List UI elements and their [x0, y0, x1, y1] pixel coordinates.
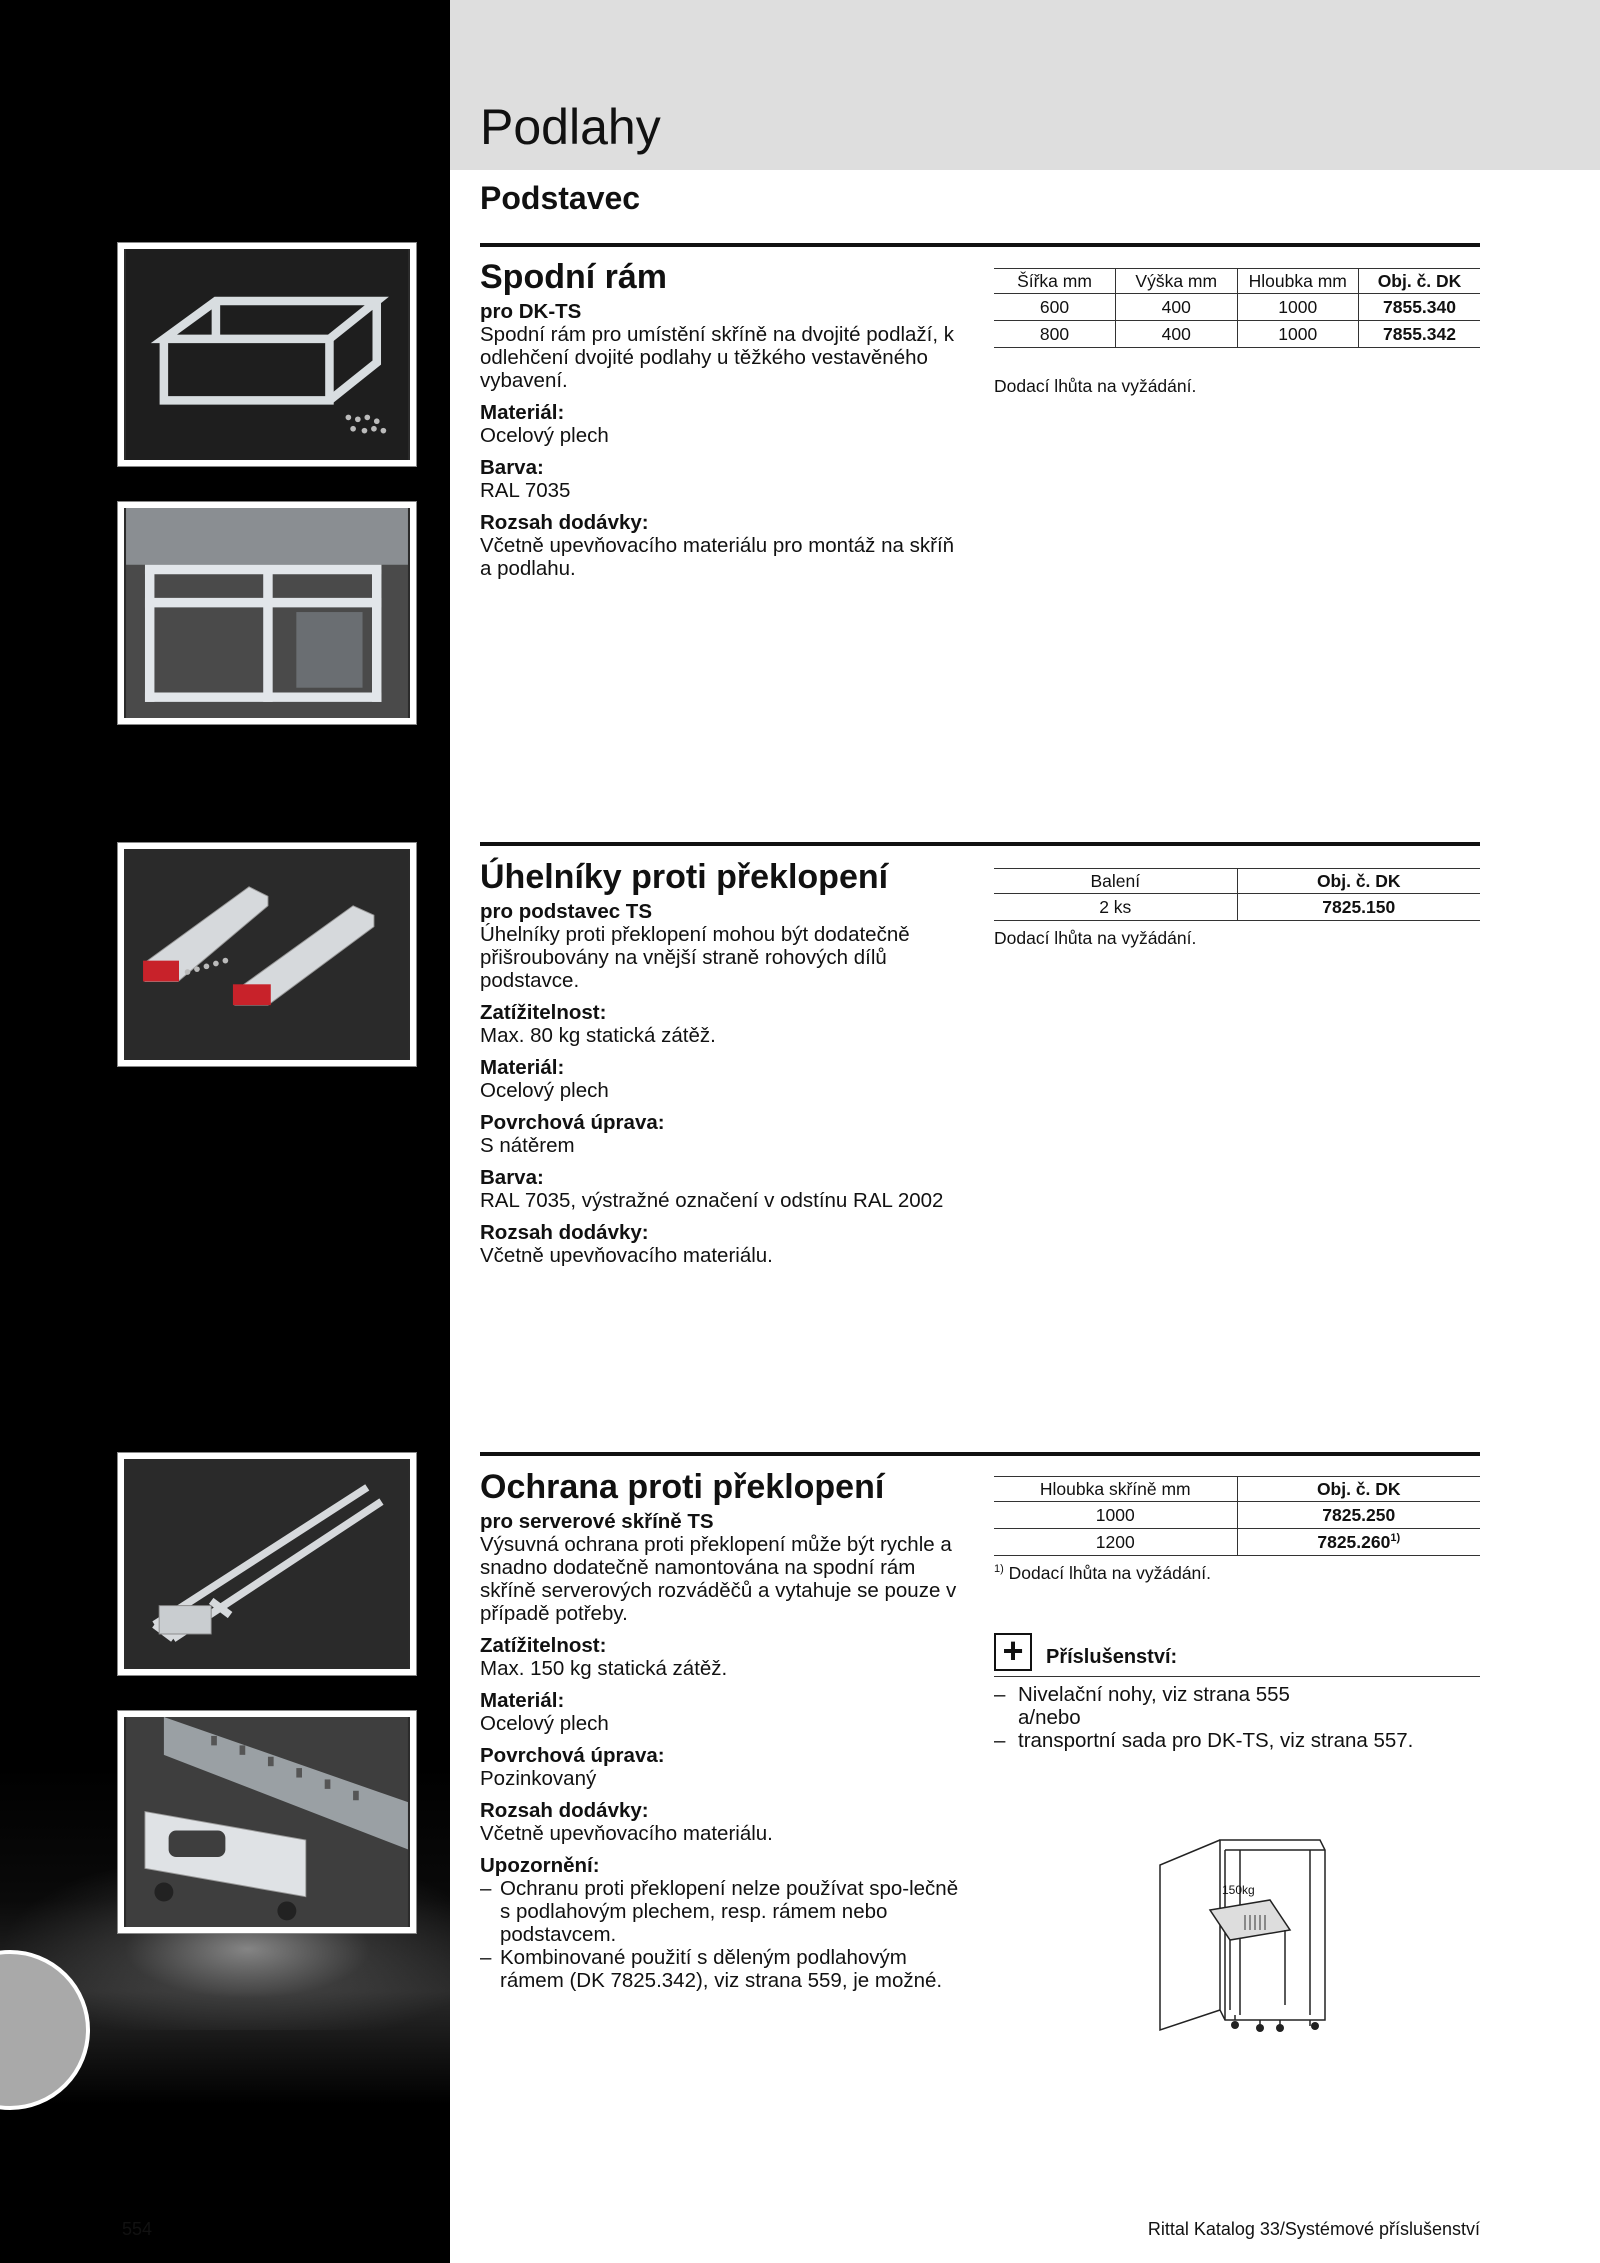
attr-label: Rozsah dodávky: — [480, 511, 649, 534]
spec-table — [994, 868, 1480, 921]
table-header-row — [994, 1477, 1480, 1502]
product-subtitle: pro podstavec TS — [480, 900, 653, 923]
footnote-mark: 1) — [1390, 1532, 1401, 1545]
page-title: Podlahy — [480, 99, 661, 155]
table-header-row — [994, 869, 1480, 894]
warning-list — [480, 1877, 960, 1992]
product-text: Spodní rám pro umístění skříně na dvojité podlaží, k odlehčení dvojité podlahy u těžkého vestavěného vybavení. — [480, 323, 955, 392]
attr-value: Max. 150 kg statická zátěž. — [480, 1657, 728, 1680]
list-item: – Nivelační nohy, viz strana 555 — [994, 1683, 1480, 1706]
section-rule — [480, 243, 1480, 247]
attr-label: Rozsah dodávky: — [480, 1221, 649, 1244]
cell: 1200 — [994, 1529, 1237, 1556]
list-item: – Ochranu proti překlopení nelze používat spo-lečně s podlahovým plechem, resp. rámem nebo podstavcem. — [480, 1877, 960, 1946]
attr-value: RAL 7035 — [480, 479, 571, 502]
attr-value: Ocelový plech — [480, 1712, 609, 1735]
anti-tip-brackets-illustration — [124, 849, 410, 1060]
product-text: Úhelníky proti překlopení mohou být dodatečně přišroubovány na vnější straně rohových dílů podstavce. — [480, 923, 910, 992]
col-header: Obj. č. DK — [1237, 1477, 1480, 1502]
attr-label: Zatížitelnost: — [480, 1001, 607, 1024]
cell: 1000 — [994, 1502, 1237, 1529]
attr-label: Materiál: — [480, 1056, 565, 1079]
col-header: Hloubka mm — [1237, 269, 1359, 294]
cell: 400 — [1116, 294, 1238, 321]
table-note — [994, 1563, 1211, 1584]
attr-label: Barva: — [480, 1166, 544, 1189]
accessories-header — [994, 1630, 1480, 1677]
spec-table — [994, 268, 1480, 348]
accessories-label: Příslušenství: — [1046, 1646, 1178, 1668]
section-title: Podstavec — [480, 180, 641, 216]
anti-tip-rails-illustration — [124, 1459, 410, 1669]
product-text: Výsuvná ochrana proti překlopení může být rychle a snadno dodatečně namontována na spodní rám skříně serverových rozváděčů a vytahuje se pouze v případě potřeby. — [480, 1533, 957, 1625]
product-subtitle: pro serverové skříně TS — [480, 1510, 714, 1533]
cell: 800 — [994, 321, 1116, 348]
section-rule — [480, 1452, 1480, 1456]
attr-label: Materiál: — [480, 1689, 565, 1712]
table-row — [994, 894, 1480, 921]
table-row — [994, 1529, 1480, 1556]
order-number: 7825.260 — [1317, 1532, 1391, 1552]
attr-label: Povrchová úprava: — [480, 1111, 665, 1134]
spec-table — [994, 1476, 1480, 1556]
plus-icon: + — [994, 1633, 1032, 1671]
footer-text: Rittal Katalog 33/Systémové příslušenství — [1147, 2219, 1480, 2239]
attr-label: Barva: — [480, 456, 544, 479]
col-header: Výška mm — [1116, 269, 1238, 294]
attr-label: Zatížitelnost: — [480, 1634, 607, 1657]
list-item: – Kombinované použití s děleným podlahovým rámem (DK 7825.342), viz strana 559, je možné. — [480, 1946, 960, 1992]
cell: 400 — [1116, 321, 1238, 348]
cell: 2 ks — [994, 894, 1237, 921]
table-header-row — [994, 269, 1480, 294]
product-description — [480, 1510, 960, 1992]
cabinet-diagram — [1150, 1820, 1370, 2060]
attr-value: Ocelový plech — [480, 1079, 609, 1102]
list-item: – transportní sada pro DK-TS, viz strana 557. — [994, 1729, 1480, 1752]
attr-value: Pozinkovaný — [480, 1767, 597, 1790]
product-subtitle: pro DK-TS — [480, 300, 582, 323]
product-photo-base-frame — [118, 243, 416, 466]
product-description — [480, 300, 960, 580]
order-number: 7855.342 — [1359, 321, 1481, 348]
product-title: Úhelníky proti překlopení — [480, 858, 889, 896]
product-title: Spodní rám — [480, 258, 668, 296]
warning-label: Upozornění: — [480, 1854, 600, 1877]
col-header: Hloubka skříně mm — [994, 1477, 1237, 1502]
section-rule — [480, 842, 1480, 846]
col-header: Šířka mm — [994, 269, 1116, 294]
col-header: Obj. č. DK — [1359, 269, 1481, 294]
table-note: Dodací lhůta na vyžádání. — [994, 928, 1197, 948]
table-row — [994, 1502, 1480, 1529]
page-number: 554 — [122, 2219, 153, 2239]
product-photo-anti-tip-rails — [118, 1453, 416, 1675]
attr-value: Včetně upevňovacího materiálu. — [480, 1244, 773, 1267]
product-title: Ochrana proti překlopení — [480, 1468, 885, 1506]
base-frame-installed-illustration — [124, 508, 410, 718]
table-note: Dodací lhůta na vyžádání. — [994, 376, 1197, 396]
anti-tip-detail-illustration — [124, 1717, 410, 1927]
col-header: Balení — [994, 869, 1237, 894]
cabinet-diagram-drawing — [1150, 1820, 1370, 2060]
product-photo-base-frame-installed — [118, 502, 416, 724]
order-number-cell — [1237, 1529, 1480, 1556]
attr-value: Včetně upevňovacího materiálu pro montáž na skříň a podlahu. — [480, 534, 955, 580]
table-row — [994, 321, 1480, 348]
base-frame-illustration — [124, 249, 410, 460]
product-description — [480, 900, 960, 1267]
product-photo-anti-tip-detail — [118, 1711, 416, 1933]
list-item: a/nebo — [1018, 1706, 1081, 1729]
cell: 600 — [994, 294, 1116, 321]
attr-label: Materiál: — [480, 401, 565, 424]
load-label: 150kg — [1222, 1883, 1255, 1897]
attr-value: Max. 80 kg statická zátěž. — [480, 1024, 716, 1047]
order-number: 7855.340 — [1359, 294, 1481, 321]
col-header: Obj. č. DK — [1237, 869, 1480, 894]
accessories-list — [994, 1683, 1480, 1752]
attr-label: Povrchová úprava: — [480, 1744, 665, 1767]
footnote-mark: 1) — [994, 1563, 1004, 1576]
attr-value: RAL 7035, výstražné označení v odstínu RAL 2002 — [480, 1189, 944, 1212]
table-row — [994, 294, 1480, 321]
attr-label: Rozsah dodávky: — [480, 1799, 649, 1822]
cell: 1000 — [1237, 321, 1359, 348]
cell: 1000 — [1237, 294, 1359, 321]
order-number: 7825.150 — [1237, 894, 1480, 921]
attr-value: Včetně upevňovacího materiálu. — [480, 1822, 773, 1845]
attr-value: S nátěrem — [480, 1134, 575, 1157]
attr-value: Ocelový plech — [480, 424, 609, 447]
note-text: Dodací lhůta na vyžádání. — [1008, 1563, 1212, 1583]
order-number: 7825.250 — [1237, 1502, 1480, 1529]
product-photo-anti-tip-brackets — [118, 843, 416, 1066]
